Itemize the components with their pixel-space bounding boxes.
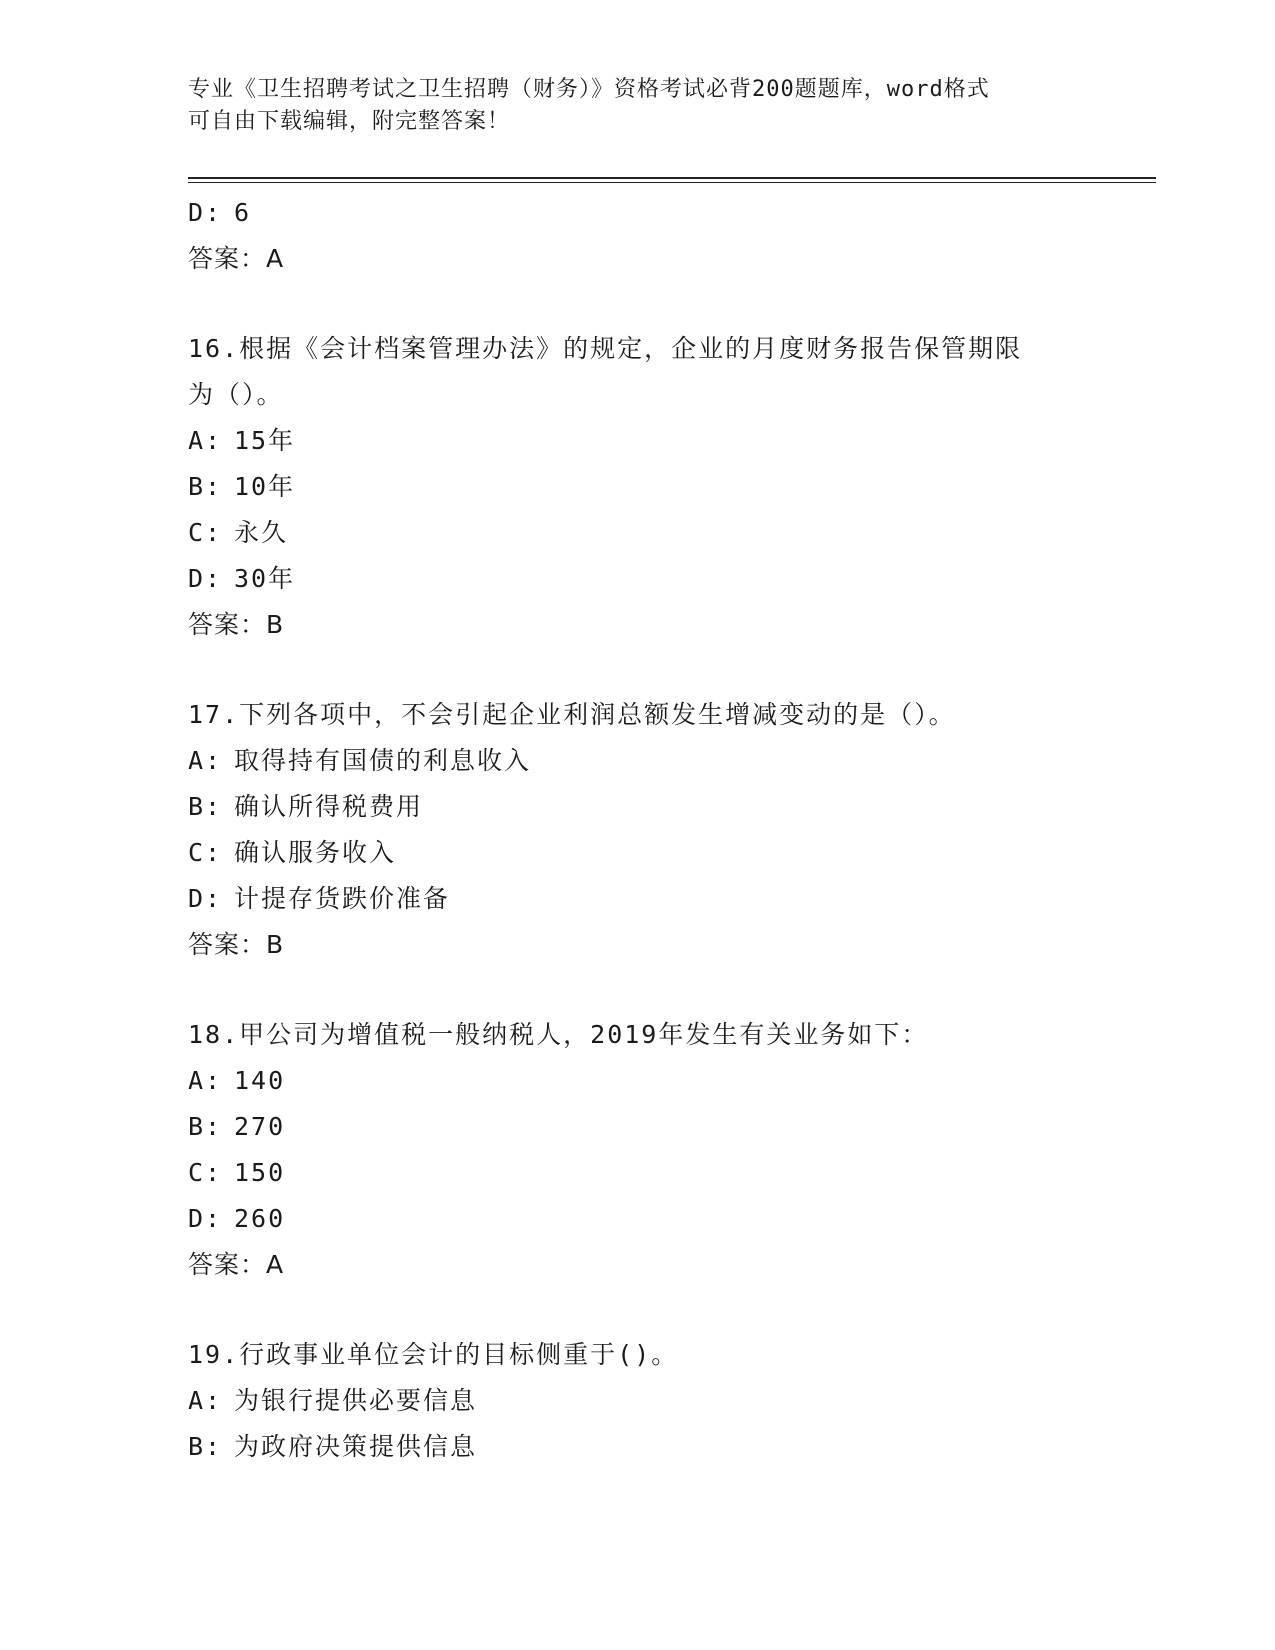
option-text: 30年: [234, 564, 296, 593]
q17-option-c: [188, 830, 1088, 876]
option-label: D:: [188, 564, 223, 593]
spacer: [188, 1288, 1088, 1332]
q16-stem-line-2: 为（）。: [188, 380, 284, 409]
q18-stem-line-1: 18.甲公司为增值税一般纳税人，2019年发生有关业务如下：: [188, 1020, 929, 1049]
q17-option-a: [188, 738, 1088, 784]
header-line-1: 专业《卫生招聘考试之卫生招聘（财务）》资格考试必背200题题库，word格式: [188, 77, 990, 102]
option-text: 150: [234, 1158, 286, 1187]
q19-option-b: [188, 1424, 1088, 1470]
document-header: [188, 74, 1088, 138]
q17-answer: 答案：B: [188, 930, 285, 959]
option-label: C:: [188, 838, 223, 867]
option-label: B:: [188, 472, 223, 501]
q18-option-a: [188, 1058, 1088, 1104]
q17-option-b: [188, 784, 1088, 830]
option-text: 确认所得税费用: [234, 792, 424, 821]
option-text: 6: [234, 198, 252, 227]
q18-option-b: [188, 1104, 1088, 1150]
q16-answer: 答案：B: [188, 610, 285, 639]
option-text: 取得持有国债的利息收入: [234, 746, 532, 775]
option-text: 10年: [234, 472, 296, 501]
spacer: [188, 648, 1088, 692]
spacer: [188, 968, 1088, 1012]
option-text: 140: [234, 1066, 286, 1095]
option-text: 15年: [234, 426, 296, 455]
option-label: A:: [188, 1386, 223, 1415]
q19-stem-line-1: 19.行政事业单位会计的目标侧重于()。: [188, 1340, 679, 1369]
option-label: D:: [188, 1204, 223, 1233]
q16-stem-line-1: 16.根据《会计档案管理办法》的规定，企业的月度财务报告保管期限: [188, 334, 1023, 363]
option-text: 为政府决策提供信息: [234, 1432, 478, 1461]
option-label: B:: [188, 792, 223, 821]
q18-answer: 答案：A: [188, 1250, 285, 1279]
option-label: D:: [188, 884, 223, 913]
option-label: B:: [188, 1432, 223, 1461]
q18-option-d: [188, 1196, 1088, 1242]
q16-option-a: [188, 418, 1088, 464]
header-line-2: 可自由下载编辑，附完整答案！: [188, 109, 511, 134]
option-label: A:: [188, 746, 223, 775]
option-text: 确认服务收入: [234, 838, 397, 867]
q18-option-c: [188, 1150, 1088, 1196]
prev-option-d: [188, 190, 1088, 236]
option-label: B:: [188, 1112, 223, 1141]
option-label: C:: [188, 518, 223, 547]
q17-stem-line-1: 17.下列各项中，不会引起企业利润总额发生增减变动的是（）。: [188, 700, 956, 729]
option-text: 永久: [234, 518, 289, 547]
option-label: A:: [188, 426, 223, 455]
option-text: 270: [234, 1112, 286, 1141]
header-divider-thin: [188, 182, 1156, 183]
q16-option-b: [188, 464, 1088, 510]
option-text: 260: [234, 1204, 286, 1233]
question-list: [188, 190, 1088, 1470]
option-label: A:: [188, 1066, 223, 1095]
header-divider-thick: [188, 177, 1156, 179]
option-text: 为银行提供必要信息: [234, 1386, 478, 1415]
q19-option-a: [188, 1378, 1088, 1424]
prev-answer: 答案：A: [188, 244, 285, 273]
spacer: [188, 282, 1088, 326]
option-label: D:: [188, 198, 223, 227]
q16-option-c: [188, 510, 1088, 556]
option-label: C:: [188, 1158, 223, 1187]
option-text: 计提存货跌价准备: [234, 884, 451, 913]
q16-option-d: [188, 556, 1088, 602]
q17-option-d: [188, 876, 1088, 922]
